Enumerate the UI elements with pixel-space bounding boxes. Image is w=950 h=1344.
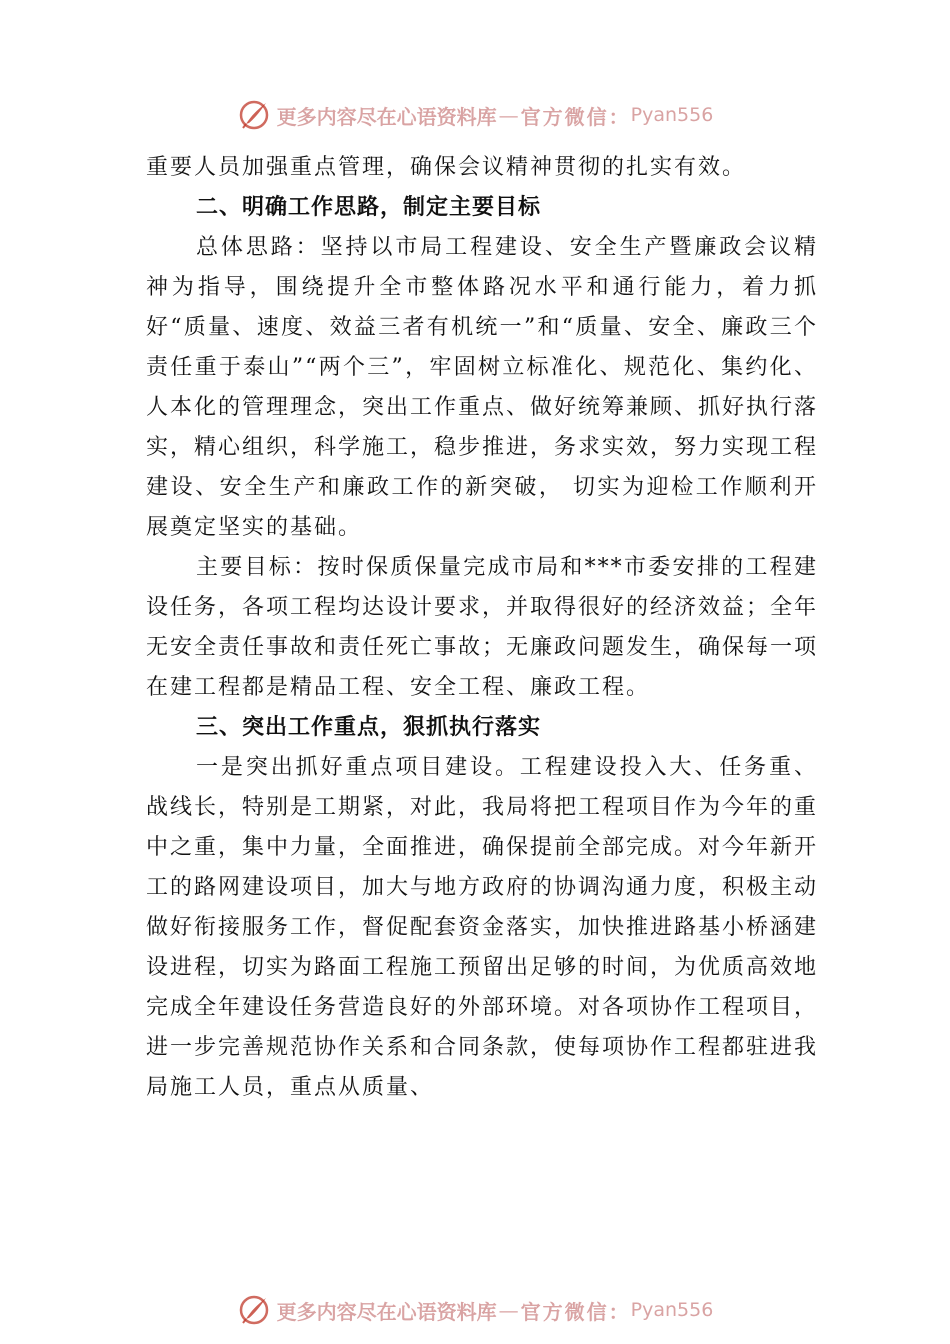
section-heading-2: 二、明确工作思路，制定主要目标 — [196, 195, 542, 220]
watermark-main-text: 更多内容尽在心语资料库 — [276, 104, 497, 129]
quill-seal-logo-icon — [237, 98, 271, 132]
header-watermark — [0, 95, 950, 135]
quill-seal-logo-icon — [237, 1293, 271, 1327]
watermark-brand-text: 官方微信： — [520, 1299, 631, 1324]
section-heading-3: 三、突出工作重点，狠抓执行落实 — [196, 715, 542, 740]
watermark-separator: — — [498, 103, 519, 127]
watermark-separator: — — [498, 1298, 519, 1322]
watermark-main-text: 更多内容尽在心语资料库 — [276, 1299, 497, 1324]
paragraph-overall-approach: 总体思路：坚持以市局工程建设、安全生产暨廉政会议精神为指导，围绕提升全市整体路况水平和通行能力，着力抓好“质量、速度、效益三者有机统一”和“质量、安全、廉政三个责任重于泰山”“两个三”，牢固树立标准化、规范化、集约化、人本化的管理理念，突出工作重点、做好统筹兼顾、抓好执行落实，精心组织，科学施工，稳步推进，务求实效，努力实现工程建设、安全生产和廉政工作的新突破， 切实为迎检工作顺利开展奠定坚实的基础。 — [146, 235, 819, 540]
paragraph-main-goals: 主要目标：按时保质保量完成市局和***市委安排的工程建设任务，各项工程均达设计要求，并取得很好的经济效益；全年无安全责任事故和责任死亡事故；无廉政问题发生，确保每一项在建工程都是精品工程、安全工程、廉政工程。 — [146, 555, 819, 700]
watermark-id-text: Pyan556 — [630, 104, 714, 126]
footer-watermark — [0, 1290, 950, 1330]
document-body — [146, 148, 818, 1108]
watermark-id-text: Pyan556 — [630, 1299, 714, 1321]
paragraph-continuation: 重要人员加强重点管理，确保会议精神贯彻的扎实有效。 — [146, 155, 747, 180]
watermark-brand-text: 官方微信： — [520, 104, 631, 129]
paragraph-key-projects: 一是突出抓好重点项目建设。工程建设投入大、任务重、战线长，特别是工期紧，对此，我局将把工程项目作为今年的重中之重，集中力量，全面推进，确保提前全部完成。对今年新开工的路网建设项目，加大与地方政府的协调沟通力度，积极主动做好衔接服务工作，督促配套资金落实，加快推进路基小桥涵建设进程，切实为路面工程施工预留出足够的时间，为优质高效地完成全年建设任务营造良好的外部环境。对各项协作工程项目，进一步完善规范协作关系和合同条款，使每项协作工程都驻进我局施工人员，重点从质量、 — [146, 755, 819, 1100]
